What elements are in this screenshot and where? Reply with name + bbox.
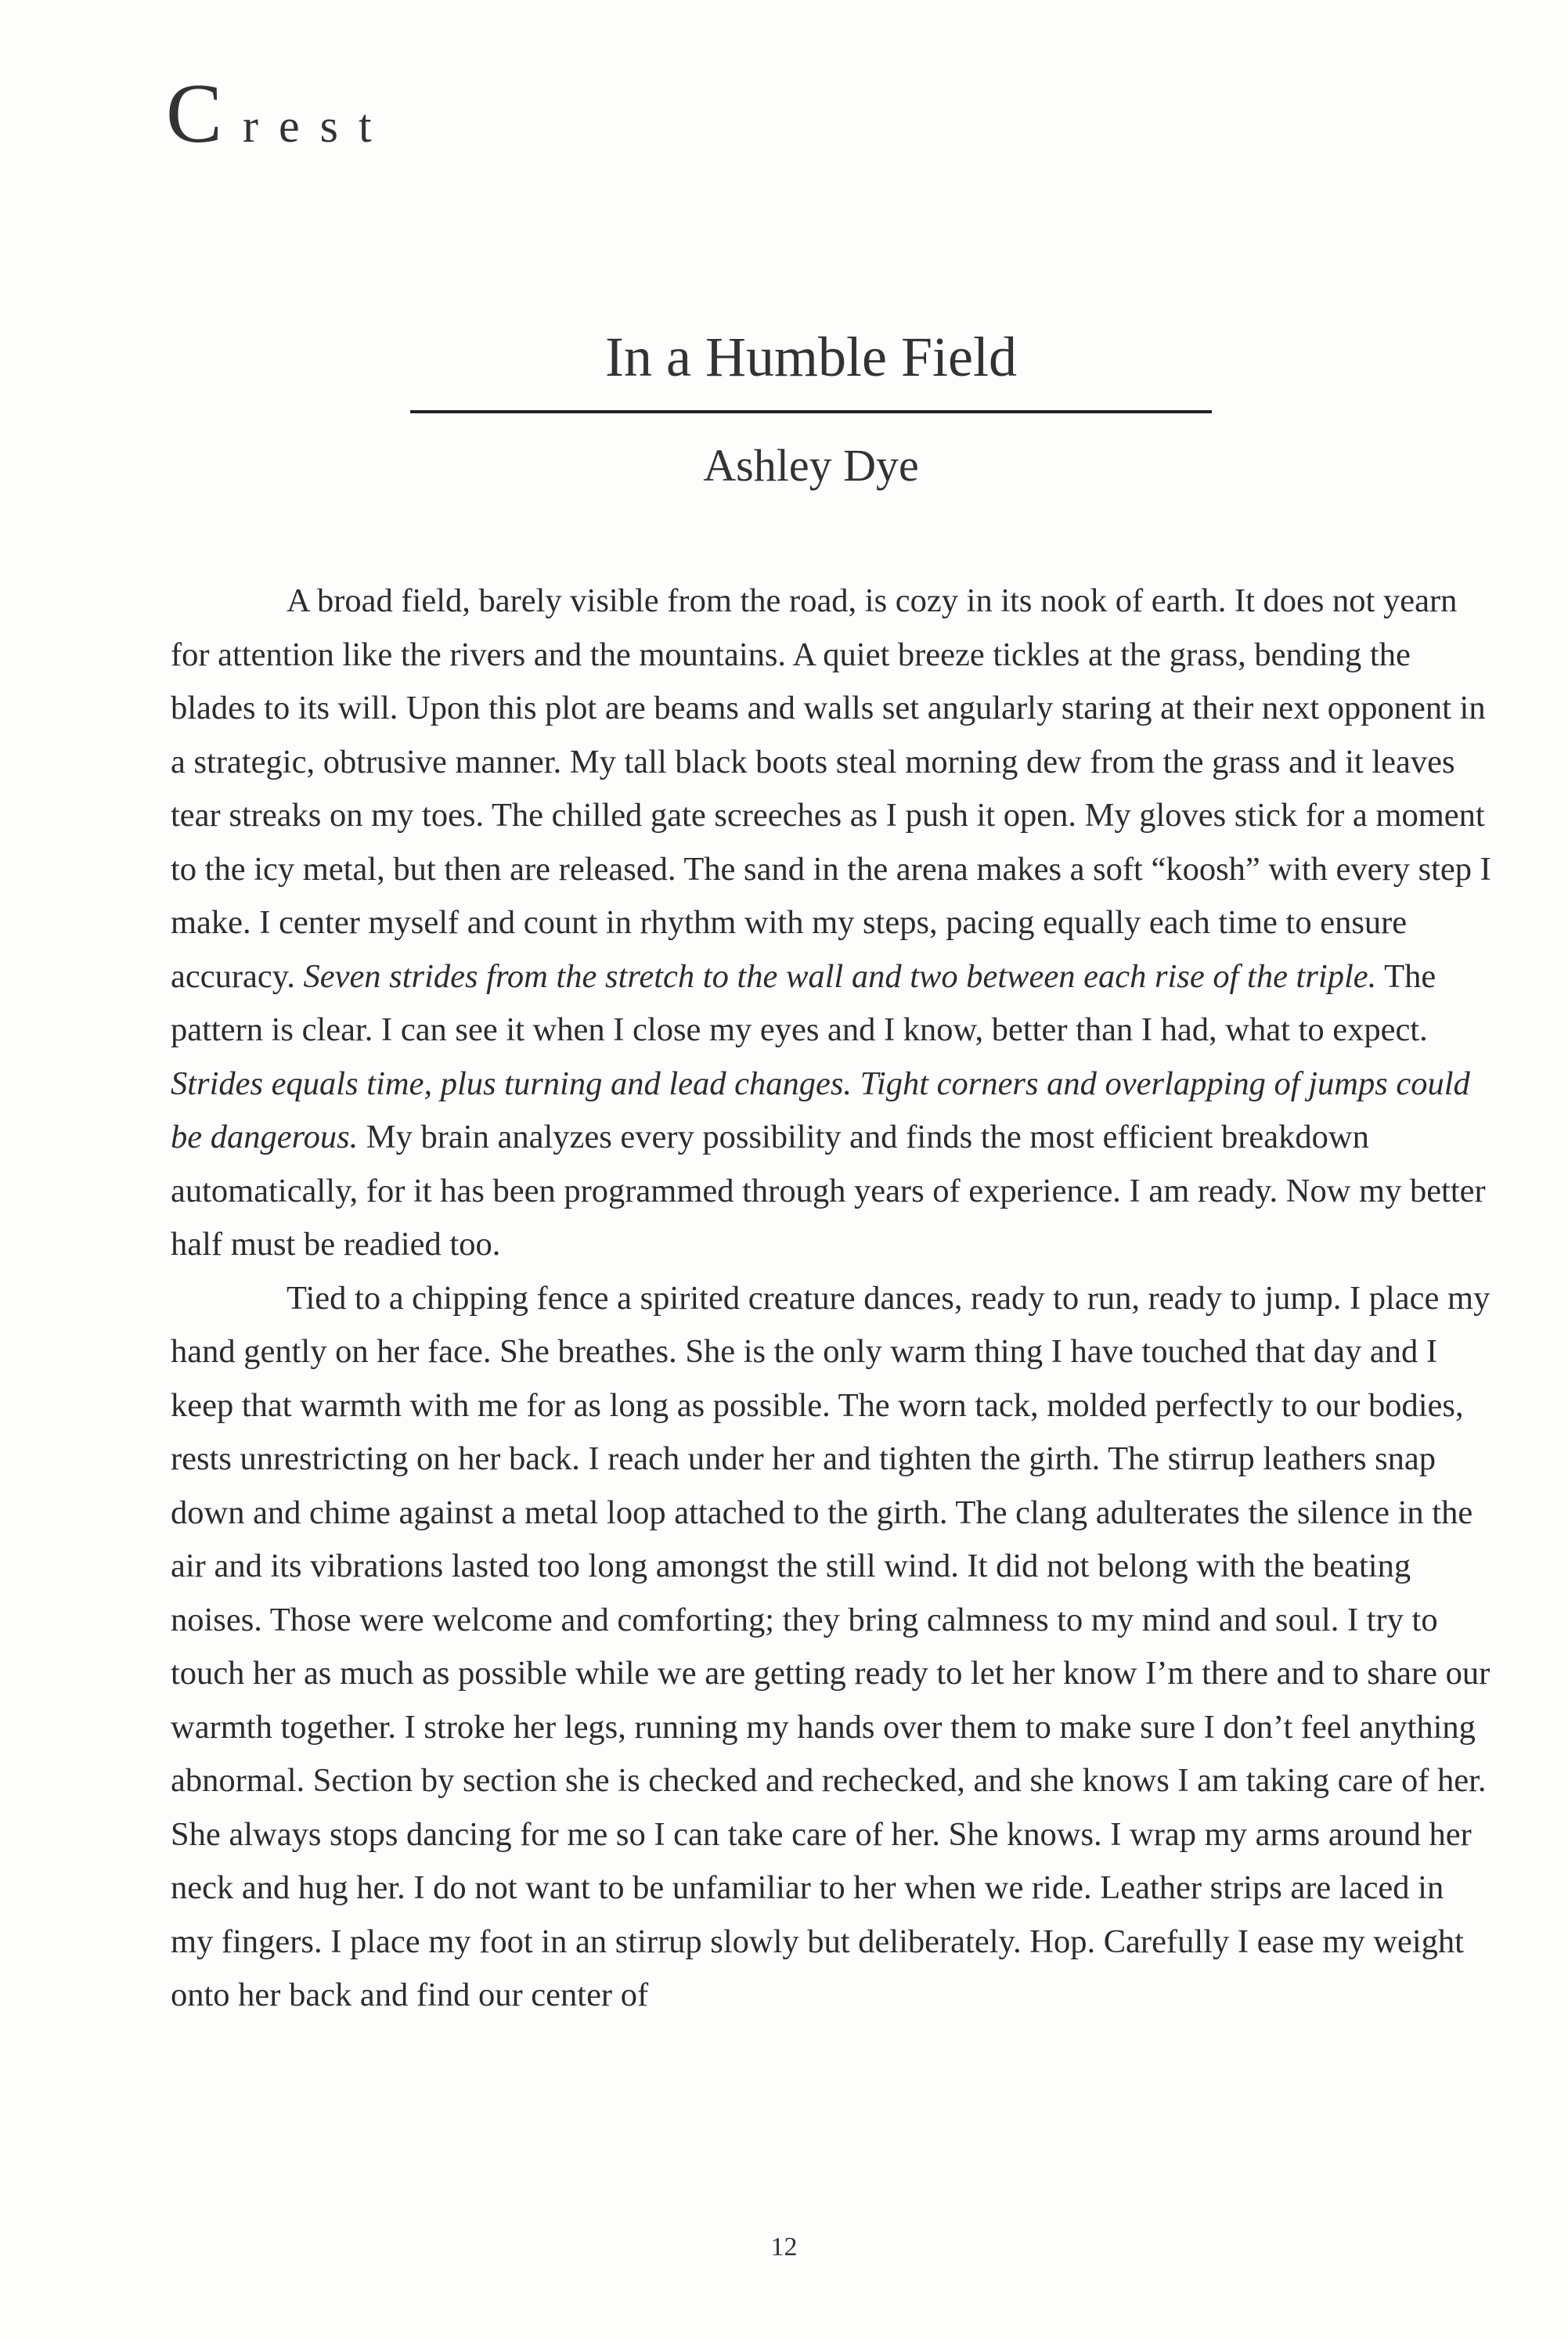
paragraph bbox=[171, 575, 1494, 1272]
journal-name bbox=[166, 67, 392, 160]
journal-name-rest: rest bbox=[243, 100, 392, 152]
story-author: Ashley Dye bbox=[703, 440, 919, 491]
page-number: 12 bbox=[770, 2233, 798, 2262]
italic-text-run: Strides equals time, plus turning and lead changes. Tight corners and overlapping of jumps could be dangerous. bbox=[171, 1065, 1470, 1155]
story-title: In a Humble Field bbox=[605, 326, 1017, 388]
text-run: My brain analyzes every possibility and finds the most efficient breakdown automatically, for it has been programmed through years of experience. I am ready. Now my better half must be readied too. bbox=[171, 1119, 1486, 1263]
paragraph bbox=[171, 1272, 1494, 2023]
journal-name-initial: C bbox=[166, 67, 226, 160]
text-run: The pattern is clear. I can see it when I close my eyes and I know, better than I had, what to expect. bbox=[171, 957, 1436, 1048]
italic-text-run: Seven strides from the stretch to the wall and two between each rise of the triple. bbox=[303, 957, 1377, 995]
title-divider bbox=[410, 410, 1212, 413]
text-run: A broad field, barely visible from the road, is cozy in its nook of earth. It does not yearn for attention like the rivers and the mountains. A quiet breeze tickles at the grass, bending the blades to its will. Upon this plot are beams and walls set angularly staring at their next opponent in a strategic, obtrusive manner. My tall black boots steal morning dew from the grass and it leaves tear streaks on my toes. The chilled gate screeches as I push it open. My gloves stick for a moment to the icy metal, but then are released. The sand in the arena makes a soft “koosh” with every step I make. I center myself and count in rhythm with my steps, pacing equally each time to ensure accuracy. bbox=[171, 582, 1491, 995]
text-run: Tied to a chipping fence a spirited creature dances, ready to run, ready to jump. I place my hand gently on her face. She breathes. She is the only warm thing I have touched that day and I keep that warmth with me for as long as possible. The worn tack, molded perfectly to our bodies, rests unrestricting on her back. I reach under her and tighten the girth. The stirrup leathers snap down and chime against a metal loop attached to the girth. The clang adulterates the silence in the air and its vibrations lasted too long amongst the still wind. It did not belong with the beating noises. Those were welcome and comforting; they bring calmness to my mind and soul. I try to touch her as much as possible while we are getting ready to let her know I’m there and to share our warmth together. I stroke her legs, running my hands over them to make sure I don’t feel anything abnormal. Section by section she is checked and rechecked, and she knows I am taking care of her. She always stops dancing for me so I can take care of her. She knows. I wrap my arms around her neck and hug her. I do not want to be unfamiliar to her when we ride. Leather strips are laced in my fingers. I place my foot in an stirrup slowly but deliberately. Hop. Carefully I ease my weight onto her back and find our center of bbox=[171, 1279, 1491, 2013]
story-body bbox=[171, 575, 1494, 2023]
